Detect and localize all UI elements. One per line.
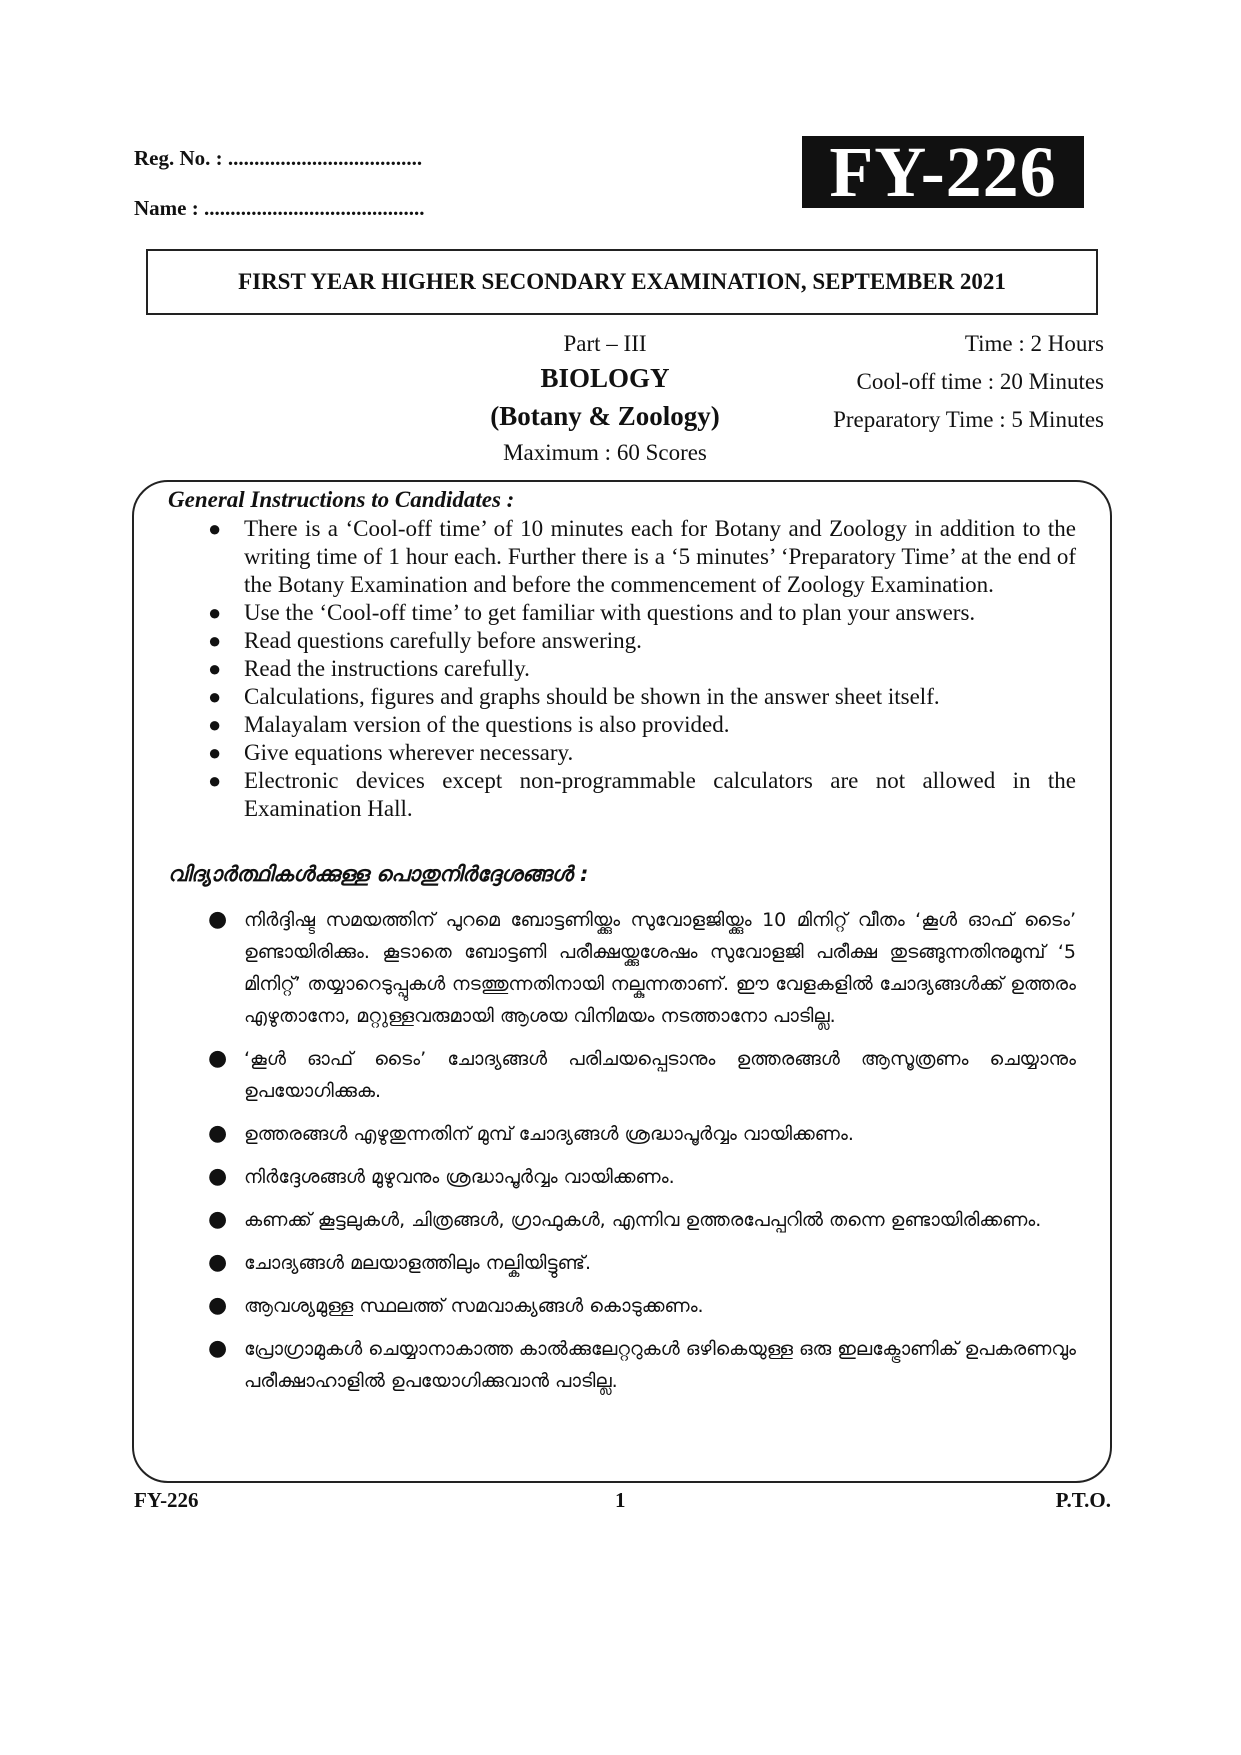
list-item: ● ചോദ്യങ്ങൾ മലയാളത്തിലും നല്കിയിട്ടുണ്ട്.	[200, 1247, 1076, 1279]
bullet-icon: ●	[208, 1164, 228, 1189]
bullet-icon: ●	[208, 712, 222, 737]
bullet-icon: ●	[208, 1336, 228, 1361]
list-item: ● Electronic devices except non-programmable calculators are not allowed in the Examination Hall.	[208, 768, 1076, 821]
instructions-list-english	[200, 515, 1076, 823]
list-item: ● Read the instructions carefully.	[208, 656, 530, 681]
subject-title: BIOLOGY	[540, 363, 670, 393]
list-item: ● നിർദ്ദിഷ്ട സമയത്തിന് പുറമെ ബോട്ടണിയ്ക്കും സുവോളജിയ്ക്കും 10 മിനിറ്റ് വീതം ‘കൂൾ ഓഫ് ടൈം’ ഉണ്ടായിരിക്കും. കൂടാതെ ബോട്ടണി പരീക്ഷയ്ക്കുശേഷം സുവോളജി പരീക്ഷ തുടങ്ങുന്നതിനുമുമ്പ് ‘5 മിനിറ്റ്’ തയ്യാറെടുപ്പുകൾ നടത്തുന്നതിനായി നല്കുന്നതാണ്. ഈ വേളകളിൽ ചോദ്യങ്ങൾക്ക് ഉത്തരം എഴുതാനോ, മറ്റുള്ളവരുമായി ആശയ വിനിമയം നടത്താനോ പാടില്ല.	[200, 904, 1076, 1032]
paper-code-badge: FY-226	[802, 136, 1084, 208]
list-item: ● Calculations, figures and graphs should be shown in the answer sheet itself.	[208, 684, 940, 709]
instructions-heading-malayalam: വിദ്യാർത്ഥികൾക്കുള്ള പൊതുനിർദ്ദേശങ്ങൾ :	[168, 862, 589, 886]
bullet-icon: ●	[208, 740, 222, 765]
list-item: ● ആവശ്യമുള്ള സ്ഥലത്ത് സമവാക്യങ്ങൾ കൊടുക്കണം.	[200, 1290, 1076, 1322]
list-item: ● Read questions carefully before answering.	[208, 628, 642, 653]
instructions-heading-english: General Instructions to Candidates :	[168, 487, 515, 512]
part-label: Part – III	[563, 331, 647, 356]
bullet-icon: ●	[208, 656, 222, 681]
list-item: ● കണക്ക് കൂട്ടലുകൾ, ചിത്രങ്ങൾ, ഗ്രാഫുകൾ, എന്നിവ ഉത്തരപേപ്പറിൽ തന്നെ ഉണ്ടായിരിക്കണം.	[200, 1204, 1076, 1236]
bullet-icon: ●	[208, 684, 222, 709]
footer-page-number: 1	[615, 1488, 626, 1512]
instructions-list-malayalam	[200, 904, 1076, 1408]
footer-pto: P.T.O.	[1055, 1488, 1111, 1512]
list-item: ● Give equations wherever necessary.	[208, 740, 574, 765]
bullet-icon: ●	[208, 1250, 228, 1275]
bullet-icon: ●	[208, 1121, 228, 1146]
bullet-icon: ●	[208, 628, 222, 653]
exam-title: FIRST YEAR HIGHER SECONDARY EXAMINATION, SEPTEMBER 2021	[146, 249, 1098, 315]
reg-no-field: Reg. No. : .....................................	[134, 146, 423, 170]
maximum-score: Maximum : 60 Scores	[503, 440, 707, 465]
name-field: Name : ..........................................	[134, 196, 425, 220]
footer-paper-code: FY-226	[134, 1488, 199, 1512]
list-item: ● Use the ‘Cool-off time’ to get familiar with questions and to plan your answers.	[208, 600, 976, 625]
list-item: ● പ്രോഗ്രാമുകൾ ചെയ്യാനാകാത്ത കാൽക്കുലേറ്ററുകൾ ഒഴികെയുള്ള ഒരു ഇലക്ട്രോണിക് ഉപകരണവും പരീക്ഷാഹാളിൽ ഉപയോഗിക്കുവാൻ പാടില്ല.	[200, 1333, 1076, 1397]
list-item: ● ‘കൂൾ ഓഫ് ടൈം’ ചോദ്യങ്ങൾ പരിചയപ്പെടാനും ഉത്തരങ്ങൾ ആസൂത്രണം ചെയ്യാനും ഉപയോഗിക്കുക.	[200, 1043, 1076, 1107]
preparatory-label: Preparatory Time : 5 Minutes	[833, 407, 1104, 432]
bullet-icon: ●	[208, 1046, 228, 1071]
list-item: ● There is a ‘Cool-off time’ of 10 minutes each for Botany and Zoology in addition to the writing time of 1 hour each. Further there is a ‘5 minutes’ ‘Preparatory Time’ at the end of the Botany Examination and before the commencement of Zoology Examination.	[208, 516, 1076, 597]
bullet-icon: ●	[208, 516, 222, 541]
cool-off-label: Cool-off time : 20 Minutes	[856, 369, 1104, 394]
bullet-icon: ●	[208, 768, 222, 793]
bullet-icon: ●	[208, 907, 228, 932]
list-item: ● ഉത്തരങ്ങൾ എഴുതുന്നതിന് മുമ്പ് ചോദ്യങ്ങൾ ശ്രദ്ധാപൂർവ്വം വായിക്കണം.	[200, 1118, 1076, 1150]
bullet-icon: ●	[208, 1207, 228, 1232]
time-label: Time : 2 Hours	[964, 331, 1104, 356]
subject-detail: (Botany & Zoology)	[490, 401, 720, 431]
list-item: ● നിർദ്ദേശങ്ങൾ മുഴുവനും ശ്രദ്ധാപൂർവ്വം വായിക്കണം.	[200, 1161, 1076, 1193]
bullet-icon: ●	[208, 1293, 228, 1318]
bullet-icon: ●	[208, 600, 222, 625]
list-item: ● Malayalam version of the questions is also provided.	[208, 712, 730, 737]
